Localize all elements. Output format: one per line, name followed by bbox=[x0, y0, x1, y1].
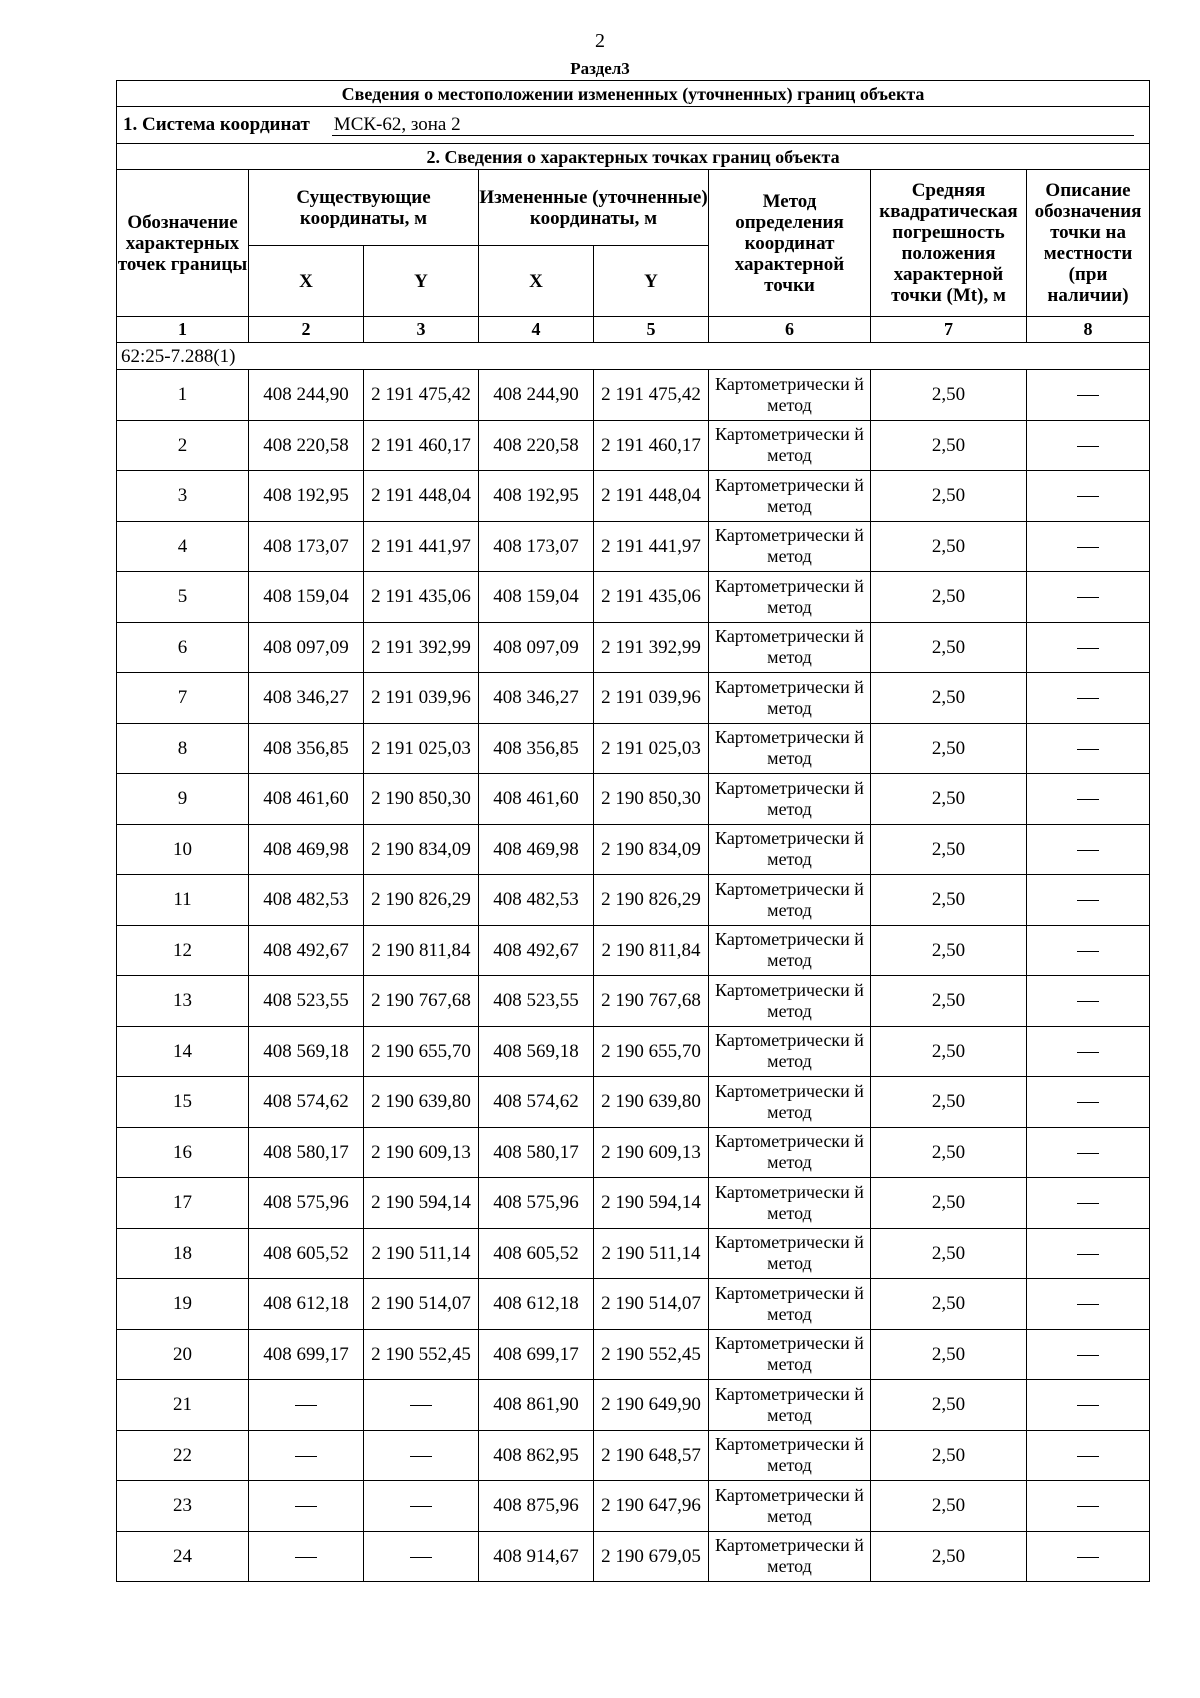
method-cell: Картометрически й метод bbox=[709, 875, 871, 926]
changed-y-cell: 2 190 647,96 bbox=[594, 1481, 709, 1532]
description-cell bbox=[1027, 673, 1150, 724]
header-error: Средняя квадратическая погрешность положения характерной точки (Mt), м bbox=[871, 170, 1027, 317]
point-number-cell: 24 bbox=[117, 1531, 249, 1582]
existing-x-cell: 408 469,98 bbox=[249, 824, 364, 875]
existing-x-cell: 408 173,07 bbox=[249, 521, 364, 572]
header-changed-x: X bbox=[479, 246, 594, 317]
dash-mark bbox=[295, 1405, 317, 1406]
column-number: 6 bbox=[709, 317, 871, 343]
existing-y-cell: 2 191 025,03 bbox=[364, 723, 479, 774]
mt-error-cell: 2,50 bbox=[871, 976, 1027, 1027]
existing-x-cell: 408 461,60 bbox=[249, 774, 364, 825]
point-number-cell: 5 bbox=[117, 572, 249, 623]
dash-mark bbox=[1077, 951, 1099, 952]
column-number: 2 bbox=[249, 317, 364, 343]
point-number-cell: 18 bbox=[117, 1228, 249, 1279]
point-number-cell: 23 bbox=[117, 1481, 249, 1532]
mt-error-cell: 2,50 bbox=[871, 1077, 1027, 1128]
table-row bbox=[117, 723, 1150, 774]
dash-mark bbox=[1077, 799, 1099, 800]
mt-error-cell: 2,50 bbox=[871, 774, 1027, 825]
existing-x-cell: 408 612,18 bbox=[249, 1279, 364, 1330]
mt-error-cell: 2,50 bbox=[871, 622, 1027, 673]
method-cell: Картометрически й метод bbox=[709, 824, 871, 875]
method-cell: Картометрически й метод bbox=[709, 370, 871, 421]
description-cell bbox=[1027, 925, 1150, 976]
description-cell bbox=[1027, 1531, 1150, 1582]
description-cell bbox=[1027, 723, 1150, 774]
point-number-cell: 9 bbox=[117, 774, 249, 825]
description-cell bbox=[1027, 622, 1150, 673]
existing-x-cell: 408 580,17 bbox=[249, 1127, 364, 1178]
dash-mark bbox=[295, 1456, 317, 1457]
table-title: Сведения о местоположении измененных (уточненных) границ объекта bbox=[117, 81, 1150, 107]
dash-mark bbox=[1077, 446, 1099, 447]
changed-x-cell: 408 569,18 bbox=[479, 1026, 594, 1077]
dash-mark bbox=[1077, 1102, 1099, 1103]
page-number: 2 bbox=[595, 30, 605, 52]
changed-y-cell: 2 190 511,14 bbox=[594, 1228, 709, 1279]
existing-y-cell: 2 190 609,13 bbox=[364, 1127, 479, 1178]
changed-y-cell: 2 190 552,45 bbox=[594, 1329, 709, 1380]
parcel-id: 62:25-7.288(1) bbox=[117, 343, 1150, 370]
point-number-cell: 1 bbox=[117, 370, 249, 421]
table-row bbox=[117, 1430, 1150, 1481]
column-number: 7 bbox=[871, 317, 1027, 343]
changed-x-cell: 408 862,95 bbox=[479, 1430, 594, 1481]
changed-y-cell: 2 190 514,07 bbox=[594, 1279, 709, 1330]
changed-y-cell: 2 191 441,97 bbox=[594, 521, 709, 572]
point-number-cell: 14 bbox=[117, 1026, 249, 1077]
changed-y-cell: 2 190 811,84 bbox=[594, 925, 709, 976]
coord-system-value: МСК-62, зона 2 bbox=[332, 114, 1134, 136]
existing-x-cell: 408 482,53 bbox=[249, 875, 364, 926]
method-cell: Картометрически й метод bbox=[709, 673, 871, 724]
method-cell: Картометрически й метод bbox=[709, 1279, 871, 1330]
coord-system-label: 1. Система координат bbox=[123, 114, 310, 135]
changed-x-cell: 408 575,96 bbox=[479, 1178, 594, 1229]
existing-x-cell: 408 569,18 bbox=[249, 1026, 364, 1077]
mt-error-cell: 2,50 bbox=[871, 925, 1027, 976]
point-number-cell: 19 bbox=[117, 1279, 249, 1330]
existing-y-cell: 2 190 811,84 bbox=[364, 925, 479, 976]
point-number-cell: 2 bbox=[117, 420, 249, 471]
mt-error-cell: 2,50 bbox=[871, 420, 1027, 471]
changed-y-cell: 2 191 392,99 bbox=[594, 622, 709, 673]
dash-mark bbox=[1077, 1203, 1099, 1204]
changed-x-cell: 408 523,55 bbox=[479, 976, 594, 1027]
existing-x-cell: 408 492,67 bbox=[249, 925, 364, 976]
dash-mark bbox=[1077, 1405, 1099, 1406]
existing-y-cell: 2 191 460,17 bbox=[364, 420, 479, 471]
description-cell bbox=[1027, 1127, 1150, 1178]
changed-x-cell: 408 699,17 bbox=[479, 1329, 594, 1380]
table-row bbox=[117, 622, 1150, 673]
table-row bbox=[117, 1127, 1150, 1178]
existing-x-cell: 408 605,52 bbox=[249, 1228, 364, 1279]
mt-error-cell: 2,50 bbox=[871, 1279, 1027, 1330]
mt-error-cell: 2,50 bbox=[871, 1026, 1027, 1077]
section-label: Раздел3 bbox=[570, 59, 630, 78]
changed-y-cell: 2 190 639,80 bbox=[594, 1077, 709, 1128]
changed-x-cell: 408 482,53 bbox=[479, 875, 594, 926]
mt-error-cell: 2,50 bbox=[871, 673, 1027, 724]
existing-x-cell bbox=[249, 1531, 364, 1582]
mt-error-cell: 2,50 bbox=[871, 824, 1027, 875]
point-number-cell: 7 bbox=[117, 673, 249, 724]
existing-x-cell: 408 346,27 bbox=[249, 673, 364, 724]
description-cell bbox=[1027, 521, 1150, 572]
dash-mark bbox=[410, 1456, 432, 1457]
existing-y-cell: 2 191 448,04 bbox=[364, 471, 479, 522]
method-cell: Картометрически й метод bbox=[709, 1380, 871, 1431]
table-row bbox=[117, 572, 1150, 623]
changed-x-cell: 408 097,09 bbox=[479, 622, 594, 673]
changed-y-cell: 2 191 039,96 bbox=[594, 673, 709, 724]
point-number-cell: 11 bbox=[117, 875, 249, 926]
existing-y-cell bbox=[364, 1531, 479, 1582]
column-number: 4 bbox=[479, 317, 594, 343]
mt-error-cell: 2,50 bbox=[871, 1531, 1027, 1582]
mt-error-cell: 2,50 bbox=[871, 521, 1027, 572]
existing-y-cell: 2 191 475,42 bbox=[364, 370, 479, 421]
method-cell: Картометрически й метод bbox=[709, 1026, 871, 1077]
method-cell: Картометрически й метод bbox=[709, 774, 871, 825]
table-row bbox=[117, 1026, 1150, 1077]
existing-x-cell: 408 220,58 bbox=[249, 420, 364, 471]
description-cell bbox=[1027, 1380, 1150, 1431]
dash-mark bbox=[1077, 597, 1099, 598]
column-number: 1 bbox=[117, 317, 249, 343]
dash-mark bbox=[1077, 395, 1099, 396]
description-cell bbox=[1027, 976, 1150, 1027]
mt-error-cell: 2,50 bbox=[871, 572, 1027, 623]
description-cell bbox=[1027, 572, 1150, 623]
point-number-cell: 12 bbox=[117, 925, 249, 976]
changed-y-cell: 2 190 655,70 bbox=[594, 1026, 709, 1077]
existing-y-cell: 2 191 039,96 bbox=[364, 673, 479, 724]
description-cell bbox=[1027, 1279, 1150, 1330]
dash-mark bbox=[295, 1557, 317, 1558]
table-row bbox=[117, 824, 1150, 875]
description-cell bbox=[1027, 824, 1150, 875]
dash-mark bbox=[1077, 1052, 1099, 1053]
changed-x-cell: 408 861,90 bbox=[479, 1380, 594, 1431]
header-existing-y: Y bbox=[364, 246, 479, 317]
description-cell bbox=[1027, 875, 1150, 926]
existing-x-cell bbox=[249, 1481, 364, 1532]
dash-mark bbox=[1077, 547, 1099, 548]
method-cell: Картометрически й метод bbox=[709, 471, 871, 522]
mt-error-cell: 2,50 bbox=[871, 875, 1027, 926]
points-body bbox=[117, 370, 1150, 1582]
changed-x-cell: 408 605,52 bbox=[479, 1228, 594, 1279]
existing-y-cell: 2 191 441,97 bbox=[364, 521, 479, 572]
description-cell bbox=[1027, 1228, 1150, 1279]
mt-error-cell: 2,50 bbox=[871, 723, 1027, 774]
existing-x-cell: 408 159,04 bbox=[249, 572, 364, 623]
changed-x-cell: 408 356,85 bbox=[479, 723, 594, 774]
mt-error-cell: 2,50 bbox=[871, 1127, 1027, 1178]
existing-x-cell: 408 523,55 bbox=[249, 976, 364, 1027]
boundary-points-table bbox=[116, 80, 1150, 1582]
existing-y-cell: 2 191 435,06 bbox=[364, 572, 479, 623]
dash-mark bbox=[1077, 1254, 1099, 1255]
existing-y-cell: 2 190 552,45 bbox=[364, 1329, 479, 1380]
mt-error-cell: 2,50 bbox=[871, 1380, 1027, 1431]
existing-y-cell: 2 190 834,09 bbox=[364, 824, 479, 875]
method-cell: Картометрически й метод bbox=[709, 1531, 871, 1582]
table-row bbox=[117, 1228, 1150, 1279]
changed-x-cell: 408 914,67 bbox=[479, 1531, 594, 1582]
description-cell bbox=[1027, 1077, 1150, 1128]
table-row bbox=[117, 1178, 1150, 1229]
dash-mark bbox=[1077, 900, 1099, 901]
existing-x-cell: 408 244,90 bbox=[249, 370, 364, 421]
method-cell: Картометрически й метод bbox=[709, 1329, 871, 1380]
point-number-cell: 21 bbox=[117, 1380, 249, 1431]
dash-mark bbox=[1077, 1456, 1099, 1457]
mt-error-cell: 2,50 bbox=[871, 1329, 1027, 1380]
existing-y-cell bbox=[364, 1380, 479, 1431]
changed-y-cell: 2 191 025,03 bbox=[594, 723, 709, 774]
changed-y-cell: 2 191 460,17 bbox=[594, 420, 709, 471]
method-cell: Картометрически й метод bbox=[709, 1178, 871, 1229]
existing-y-cell: 2 190 639,80 bbox=[364, 1077, 479, 1128]
method-cell: Картометрически й метод bbox=[709, 521, 871, 572]
dash-mark bbox=[1077, 698, 1099, 699]
dash-mark bbox=[1077, 648, 1099, 649]
points-section-title: 2. Сведения о характерных точках границ объекта bbox=[117, 144, 1150, 170]
changed-y-cell: 2 190 767,68 bbox=[594, 976, 709, 1027]
point-number-cell: 16 bbox=[117, 1127, 249, 1178]
changed-y-cell: 2 190 649,90 bbox=[594, 1380, 709, 1431]
changed-x-cell: 408 875,96 bbox=[479, 1481, 594, 1532]
point-number-cell: 10 bbox=[117, 824, 249, 875]
table-row bbox=[117, 1531, 1150, 1582]
description-cell bbox=[1027, 774, 1150, 825]
changed-y-cell: 2 190 826,29 bbox=[594, 875, 709, 926]
changed-y-cell: 2 191 435,06 bbox=[594, 572, 709, 623]
changed-y-cell: 2 190 850,30 bbox=[594, 774, 709, 825]
dash-mark bbox=[1077, 850, 1099, 851]
existing-x-cell: 408 097,09 bbox=[249, 622, 364, 673]
existing-y-cell: 2 190 655,70 bbox=[364, 1026, 479, 1077]
changed-x-cell: 408 159,04 bbox=[479, 572, 594, 623]
column-number: 8 bbox=[1027, 317, 1150, 343]
existing-y-cell: 2 190 850,30 bbox=[364, 774, 479, 825]
changed-y-cell: 2 190 594,14 bbox=[594, 1178, 709, 1229]
existing-x-cell: 408 699,17 bbox=[249, 1329, 364, 1380]
changed-x-cell: 408 580,17 bbox=[479, 1127, 594, 1178]
table-row bbox=[117, 1380, 1150, 1431]
point-number-cell: 3 bbox=[117, 471, 249, 522]
dash-mark bbox=[1077, 1355, 1099, 1356]
point-number-cell: 17 bbox=[117, 1178, 249, 1229]
table-row bbox=[117, 1077, 1150, 1128]
changed-x-cell: 408 220,58 bbox=[479, 420, 594, 471]
changed-y-cell: 2 191 448,04 bbox=[594, 471, 709, 522]
existing-x-cell: 408 575,96 bbox=[249, 1178, 364, 1229]
existing-x-cell: 408 356,85 bbox=[249, 723, 364, 774]
point-number-cell: 20 bbox=[117, 1329, 249, 1380]
point-number-cell: 6 bbox=[117, 622, 249, 673]
existing-y-cell: 2 191 392,99 bbox=[364, 622, 479, 673]
changed-x-cell: 408 574,62 bbox=[479, 1077, 594, 1128]
existing-x-cell: 408 574,62 bbox=[249, 1077, 364, 1128]
header-changed-coords: Измененные (уточненные) координаты, м bbox=[479, 170, 709, 246]
existing-y-cell: 2 190 826,29 bbox=[364, 875, 479, 926]
changed-x-cell: 408 492,67 bbox=[479, 925, 594, 976]
changed-x-cell: 408 192,95 bbox=[479, 471, 594, 522]
changed-y-cell: 2 190 679,05 bbox=[594, 1531, 709, 1582]
dash-mark bbox=[410, 1405, 432, 1406]
method-cell: Картометрически й метод bbox=[709, 1481, 871, 1532]
table-row bbox=[117, 1279, 1150, 1330]
header-changed-y: Y bbox=[594, 246, 709, 317]
table-row bbox=[117, 875, 1150, 926]
existing-y-cell bbox=[364, 1430, 479, 1481]
table-row bbox=[117, 471, 1150, 522]
mt-error-cell: 2,50 bbox=[871, 1481, 1027, 1532]
changed-x-cell: 408 461,60 bbox=[479, 774, 594, 825]
mt-error-cell: 2,50 bbox=[871, 370, 1027, 421]
mt-error-cell: 2,50 bbox=[871, 1430, 1027, 1481]
existing-y-cell: 2 190 767,68 bbox=[364, 976, 479, 1027]
changed-x-cell: 408 469,98 bbox=[479, 824, 594, 875]
method-cell: Картометрически й метод bbox=[709, 572, 871, 623]
table-row bbox=[117, 420, 1150, 471]
changed-x-cell: 408 244,90 bbox=[479, 370, 594, 421]
changed-y-cell: 2 190 648,57 bbox=[594, 1430, 709, 1481]
header-designation: Обозначение характерных точек границы bbox=[117, 170, 249, 317]
mt-error-cell: 2,50 bbox=[871, 1178, 1027, 1229]
description-cell bbox=[1027, 1026, 1150, 1077]
existing-y-cell: 2 190 514,07 bbox=[364, 1279, 479, 1330]
description-cell bbox=[1027, 1430, 1150, 1481]
method-cell: Картометрически й метод bbox=[709, 925, 871, 976]
existing-x-cell: 408 192,95 bbox=[249, 471, 364, 522]
existing-x-cell bbox=[249, 1430, 364, 1481]
description-cell bbox=[1027, 1481, 1150, 1532]
point-number-cell: 22 bbox=[117, 1430, 249, 1481]
existing-y-cell bbox=[364, 1481, 479, 1532]
method-cell: Картометрически й метод bbox=[709, 1228, 871, 1279]
dash-mark bbox=[1077, 1153, 1099, 1154]
point-number-cell: 8 bbox=[117, 723, 249, 774]
changed-x-cell: 408 612,18 bbox=[479, 1279, 594, 1330]
mt-error-cell: 2,50 bbox=[871, 471, 1027, 522]
dash-mark bbox=[410, 1557, 432, 1558]
table-row bbox=[117, 774, 1150, 825]
point-number-cell: 15 bbox=[117, 1077, 249, 1128]
description-cell bbox=[1027, 471, 1150, 522]
header-existing-x: X bbox=[249, 246, 364, 317]
table-row bbox=[117, 370, 1150, 421]
header-method: Метод определения координат характерной точки bbox=[709, 170, 871, 317]
dash-mark bbox=[1077, 1304, 1099, 1305]
header-description: Описание обозначения точки на местности (при наличии) bbox=[1027, 170, 1150, 317]
table-row bbox=[117, 1329, 1150, 1380]
table-row bbox=[117, 976, 1150, 1027]
header-existing-coords: Существующие координаты, м bbox=[249, 170, 479, 246]
changed-y-cell: 2 190 609,13 bbox=[594, 1127, 709, 1178]
dash-mark bbox=[1077, 1557, 1099, 1558]
point-number-cell: 13 bbox=[117, 976, 249, 1027]
dash-mark bbox=[410, 1506, 432, 1507]
table-row bbox=[117, 925, 1150, 976]
method-cell: Картометрически й метод bbox=[709, 622, 871, 673]
mt-error-cell: 2,50 bbox=[871, 1228, 1027, 1279]
column-number: 5 bbox=[594, 317, 709, 343]
changed-x-cell: 408 173,07 bbox=[479, 521, 594, 572]
table-row bbox=[117, 521, 1150, 572]
existing-y-cell: 2 190 594,14 bbox=[364, 1178, 479, 1229]
dash-mark bbox=[1077, 749, 1099, 750]
description-cell bbox=[1027, 370, 1150, 421]
existing-y-cell: 2 190 511,14 bbox=[364, 1228, 479, 1279]
description-cell bbox=[1027, 1178, 1150, 1229]
table-row bbox=[117, 673, 1150, 724]
dash-mark bbox=[1077, 1506, 1099, 1507]
method-cell: Картометрически й метод bbox=[709, 976, 871, 1027]
column-number: 3 bbox=[364, 317, 479, 343]
method-cell: Картометрически й метод bbox=[709, 1077, 871, 1128]
dash-mark bbox=[1077, 1001, 1099, 1002]
description-cell bbox=[1027, 420, 1150, 471]
dash-mark bbox=[295, 1506, 317, 1507]
changed-x-cell: 408 346,27 bbox=[479, 673, 594, 724]
dash-mark bbox=[1077, 496, 1099, 497]
method-cell: Картометрически й метод bbox=[709, 1127, 871, 1178]
table-row bbox=[117, 1481, 1150, 1532]
column-number-row bbox=[117, 317, 1150, 343]
changed-y-cell: 2 190 834,09 bbox=[594, 824, 709, 875]
method-cell: Картометрически й метод bbox=[709, 420, 871, 471]
method-cell: Картометрически й метод bbox=[709, 723, 871, 774]
coord-system-row bbox=[117, 107, 1150, 144]
changed-y-cell: 2 191 475,42 bbox=[594, 370, 709, 421]
method-cell: Картометрически й метод bbox=[709, 1430, 871, 1481]
description-cell bbox=[1027, 1329, 1150, 1380]
point-number-cell: 4 bbox=[117, 521, 249, 572]
existing-x-cell bbox=[249, 1380, 364, 1431]
